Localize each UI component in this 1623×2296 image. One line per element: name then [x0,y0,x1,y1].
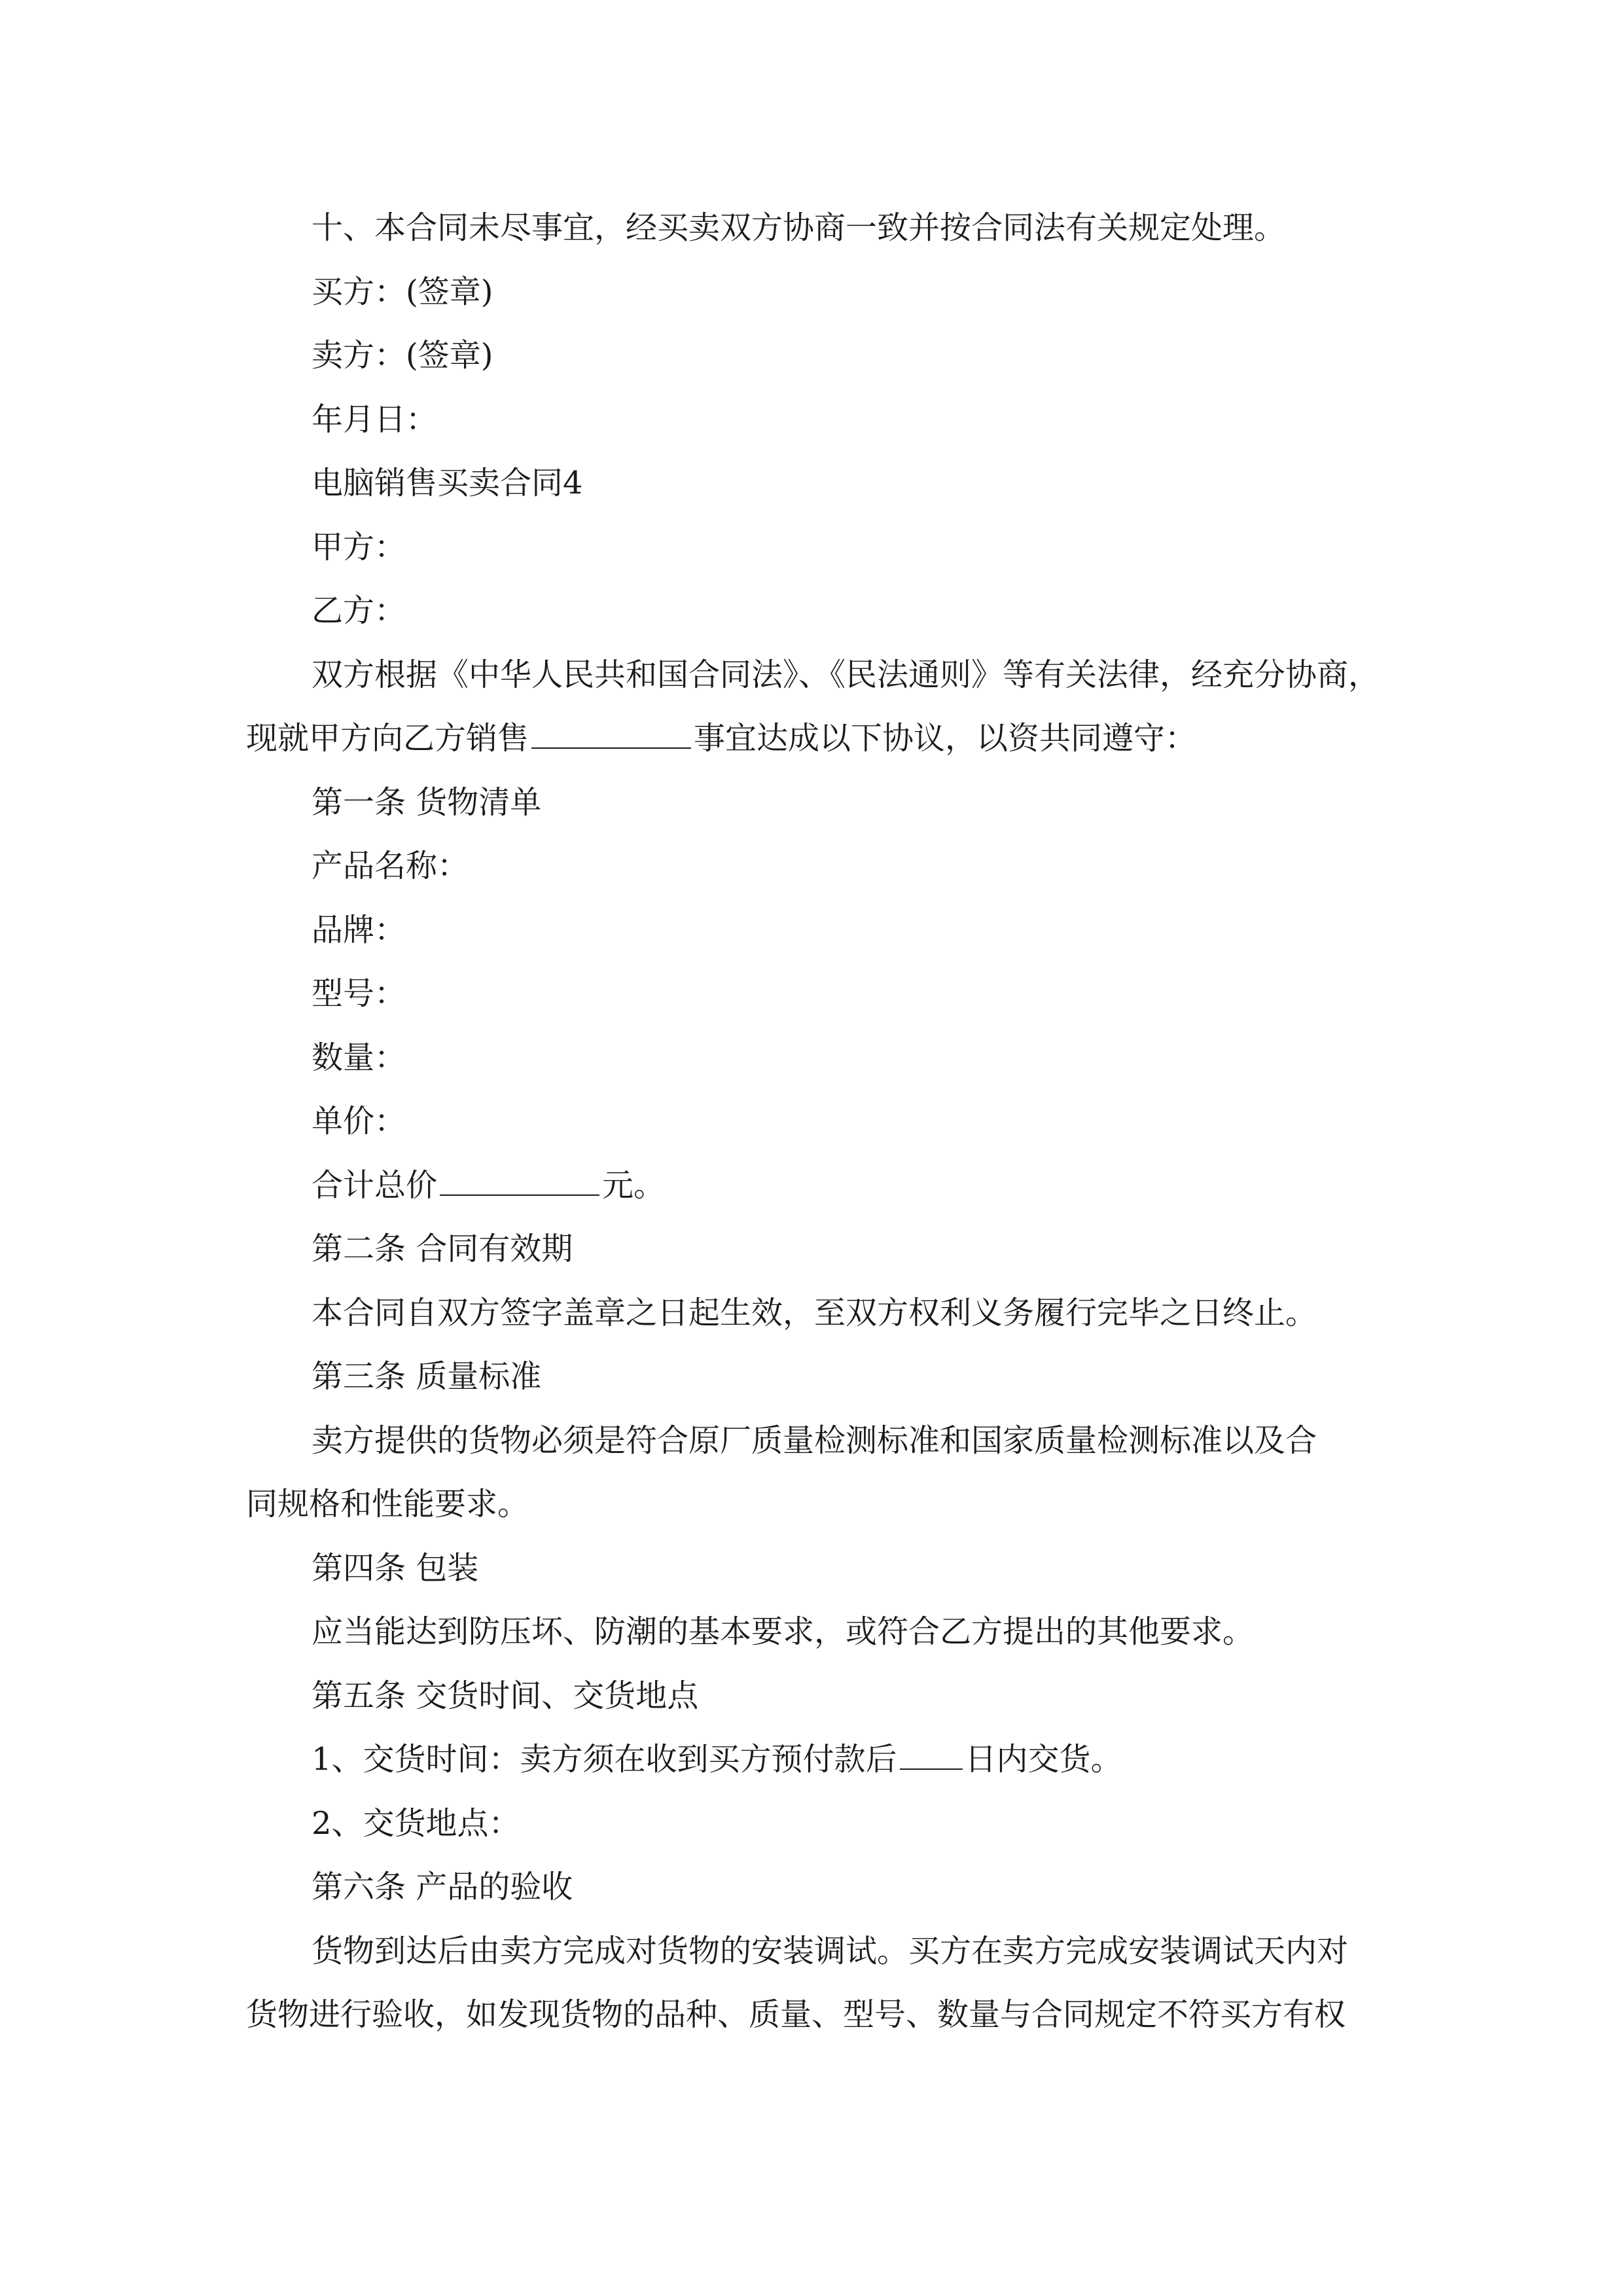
clause-10: 十、本合同未尽事宜，经买卖双方协商一致并按合同法有关规定处理。 [312,209,1286,246]
article-5-item-1 [246,1728,1377,1792]
brand-line: 品牌： [312,911,406,948]
article-4-body: 应当能达到防压坏、防潮的基本要求，或符合乙方提出的其他要求。 [312,1613,1255,1650]
total-text-before: 合计总价 [312,1166,438,1204]
party-a-line: 甲方： [312,528,406,565]
preamble-text-after: 事宜达成以下协议，以资共同遵守： [694,720,1197,757]
document-body [246,196,1380,2047]
article-4-title: 第四条 包装 [312,1549,479,1587]
total-price-line [246,1154,1377,1218]
article-6-body-line-2: 货物进行验收，如发现货物的品种、质量、型号、数量与合同规定不符买方有权 [246,1996,1346,2033]
total-price-blank [440,1166,599,1196]
preamble-line-1: 双方根据《中华人民共和国合同法》、《民法通则》等有关法律，经充分协商， [312,656,1380,693]
preamble-text-before: 现就甲方向乙方销售 [246,720,529,757]
article-2-body: 本合同自双方签字盖章之日起生效，至双方权利义务履行完毕之日终止。 [312,1294,1317,1331]
delivery-days-blank [900,1740,963,1770]
product-name-line: 产品名称： [312,848,469,884]
article-3-title: 第三条 质量标准 [312,1358,542,1395]
article-5-item-2: 2、交货地点： [312,1804,520,1842]
model-line: 型号： [312,975,406,1012]
article-6-title: 第六条 产品的验收 [312,1869,573,1905]
article-6-body-line-1: 货物到达后由卖方完成对货物的安装调试。买方在卖方完成安装调试天内对 [312,1932,1349,1969]
delivery-time-text-after: 日内交货。 [965,1741,1122,1778]
preamble-line-2 [246,707,1377,771]
delivery-time-text-before: 1、交货时间：卖方须在收到买方预付款后 [312,1741,897,1778]
quantity-line: 数量： [312,1039,406,1076]
party-b-line: 乙方： [312,592,406,629]
sale-item-blank [531,719,691,749]
article-5-title: 第五条 交货时间、交货地点 [312,1677,699,1714]
total-text-after: 元。 [602,1166,666,1204]
contract-title: 电脑销售买卖合同4 [312,465,583,501]
article-1-title: 第一条 货物清单 [312,783,542,821]
seller-signature-line: 卖方：(签章) [312,337,493,374]
article-2-title: 第二条 合同有效期 [312,1230,573,1267]
unit-price-line: 单价： [312,1103,406,1139]
buyer-signature-line: 买方：(签章) [312,273,493,310]
date-line: 年月日： [312,401,438,438]
article-3-body-line-2: 同规格和性能要求。 [246,1486,529,1522]
article-3-body-line-1: 卖方提供的货物必须是符合原厂质量检测标准和国家质量检测标准以及合 [312,1422,1317,1459]
